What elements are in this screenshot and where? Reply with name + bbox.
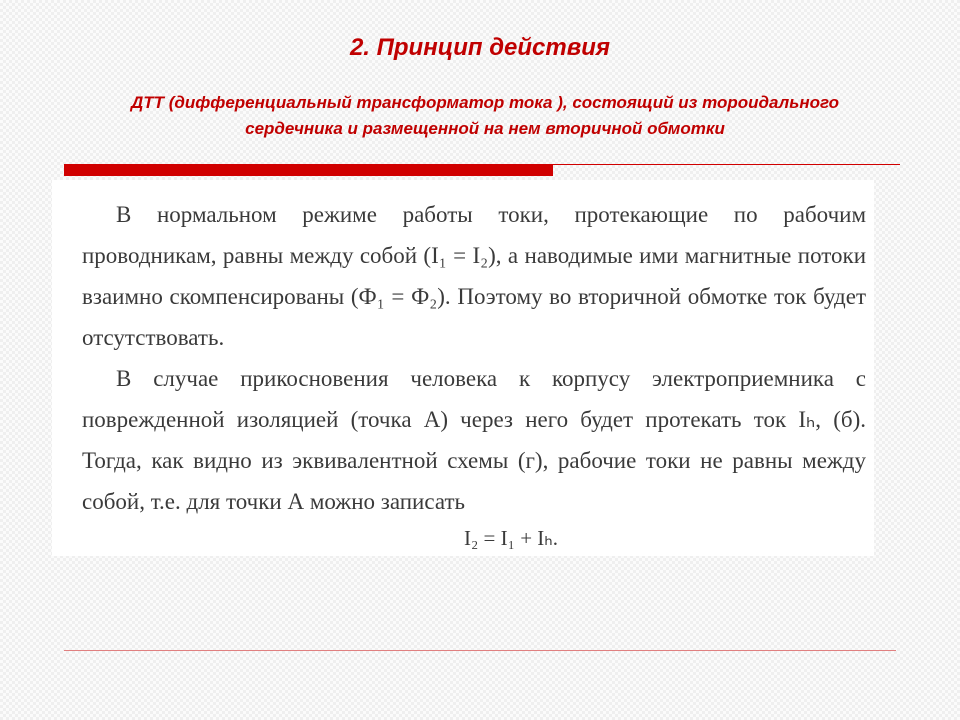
slide-subtitle — [40, 90, 930, 142]
subtitle-line-2: сердечника и размещенной на нем вторичной обмотки — [245, 119, 725, 138]
bottom-divider — [64, 650, 896, 651]
paragraph-normal-mode: В нормальном режиме работы токи, протекающие по рабочим проводникам, равны между собой (I₁ = I₂), а наводимые ими магнитные потоки взаимно скомпенсированы (Ф₁ = Ф₂). Поэтому во вторичной обмотке ток будет отсутствовать. — [82, 202, 866, 350]
text-panel — [52, 180, 874, 556]
title-divider-bar — [64, 165, 553, 176]
formula: I₂ = I₁ + Iₕ. — [463, 526, 559, 550]
subtitle-line-1: ДТТ (дифференциальный трансформатор тока ), состоящий из тороидального — [130, 93, 840, 112]
slide-title: 2. Принцип действия — [349, 34, 611, 61]
paragraph-fault-mode: В случае прикосновения человека к корпусу электроприемника с поврежденной изоляцией (точка А) через него будет протекать ток Iₕ, (б). Тогда, как видно из эквивалентной схемы (г), рабочие токи не равны между собой, т.е. для точки А можно записать — [82, 366, 866, 514]
